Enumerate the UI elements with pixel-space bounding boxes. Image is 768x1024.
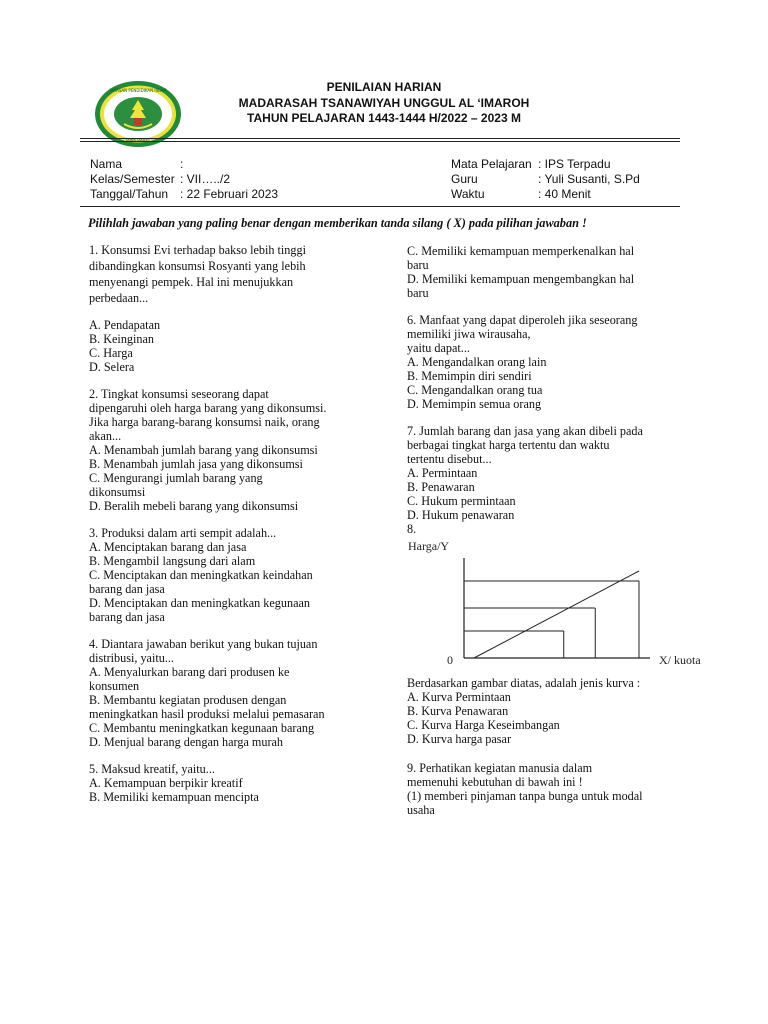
class-value: : VII…../2: [180, 172, 231, 186]
question-text: Berdasarkan gambar diatas, adalah jenis kurva :: [407, 676, 641, 690]
option-c[interactable]: C. Mengurangi jumlah barang yang: [89, 471, 263, 485]
teacher-value: : Yuli Susanti, S.Pd: [538, 172, 640, 186]
time-label: Waktu: [451, 187, 485, 201]
supply-curve-graph: [405, 540, 725, 670]
option-b[interactable]: B. Menambah jumlah jasa yang dikonsumsi: [89, 457, 303, 471]
option-b[interactable]: B. Memimpin diri sendiri: [407, 369, 532, 383]
question-text: 4. Diantara jawaban berikut yang bukan tujuan: [89, 637, 318, 651]
option-a[interactable]: A. Permintaan: [407, 466, 478, 480]
question-text: Jika harga barang-barang konsumsi naik, orang: [89, 415, 320, 429]
svg-text:JAWA BARAT: JAWA BARAT: [125, 138, 151, 143]
question-text: distribusi, yaitu...: [89, 651, 174, 665]
svg-text:YAYASAN PENDIDIKAN ISLAM: YAYASAN PENDIDIKAN ISLAM: [109, 88, 167, 93]
option-b[interactable]: B. Kurva Penawaran: [407, 704, 509, 718]
option-a[interactable]: A. Menyalurkan barang dari produsen ke: [89, 665, 290, 679]
instruction: Pilihlah jawaban yang paling benar dengan memberikan tanda silang ( X) pada pilihan jawaban !: [88, 216, 587, 230]
info-left: [90, 157, 278, 202]
question-text: dipengaruhi oleh harga barang yang dikonsumsi.: [89, 401, 327, 415]
guide-lines: [464, 581, 639, 658]
question-1-options: [89, 318, 374, 374]
option-c-cont[interactable]: dikonsumsi: [89, 485, 146, 499]
right-column-lower: [407, 676, 697, 830]
name-value: :: [180, 157, 184, 171]
question-text: 3. Produksi dalam arti sempit adalah...: [89, 526, 277, 540]
question-text: berbagai tingkat harga tertentu dan waktu: [407, 438, 610, 452]
option-d[interactable]: D. Memimpin semua orang: [407, 397, 542, 411]
option-c-cont[interactable]: baru: [407, 258, 429, 272]
date-value: : 22 Februari 2023: [180, 187, 279, 201]
option-a[interactable]: A. Kemampuan berpikir kreatif: [89, 776, 243, 790]
question-text: 1. Konsumsi Evi terhadap bakso lebih tinggi: [89, 243, 306, 257]
date-label: Tanggal/Tahun: [90, 187, 169, 201]
info-rule: [80, 206, 680, 207]
question-text: perbedaan...: [89, 291, 149, 305]
option-d[interactable]: D. Selera: [89, 360, 135, 374]
option-c[interactable]: C. Kurva Harga Keseimbangan: [407, 718, 560, 732]
question-5-continued: [407, 244, 697, 300]
name-label: Nama: [90, 157, 123, 171]
subject-label: Mata Pelajaran: [451, 157, 532, 171]
option-c[interactable]: C. Harga: [89, 346, 133, 360]
question-text: 6. Manfaat yang dapat diperoleh jika seseorang: [407, 313, 638, 327]
header-rule-top-2: [80, 141, 680, 142]
question-text: (1) memberi pinjaman tanpa bunga untuk modal: [407, 789, 643, 803]
option-b[interactable]: B. Mengambil langsung dari alam: [89, 554, 256, 568]
question-1: [89, 242, 374, 306]
academic-year: TAHUN PELAJARAN 1443-1444 H/2022 – 2023 M: [247, 111, 521, 125]
option-c[interactable]: C. Memiliki kemampuan memperkenalkan hal: [407, 244, 635, 258]
option-c[interactable]: C. Hukum permintaan: [407, 494, 516, 508]
teacher-label: Guru: [451, 172, 478, 186]
question-text: yaitu dapat...: [407, 341, 470, 355]
option-b-cont[interactable]: meningkatkan hasil produksi melalui pemasaran: [89, 707, 325, 721]
option-d[interactable]: D. Beralih mebeli barang yang dikonsumsi: [89, 499, 299, 513]
option-b[interactable]: B. Membantu kegiatan produsen dengan: [89, 693, 287, 707]
origin-label: 0: [447, 653, 453, 667]
question-2: [89, 387, 374, 513]
option-d[interactable]: D. Kurva harga pasar: [407, 732, 512, 746]
question-3: [89, 526, 374, 624]
option-c[interactable]: C. Menciptakan dan meningkatkan keindahan: [89, 568, 313, 582]
option-d[interactable]: D. Menciptakan dan meningkatkan kegunaan: [89, 596, 310, 610]
option-a[interactable]: A. Menambah jumlah barang yang dikonsumsi: [89, 443, 318, 457]
option-c-cont[interactable]: barang dan jasa: [89, 582, 165, 596]
question-text: menyenangi pempek. Hal ini menujukkan: [89, 275, 294, 289]
option-a[interactable]: A. Mengandalkan orang lain: [407, 355, 547, 369]
class-label: Kelas/Semester: [90, 172, 175, 186]
y-axis-label: Harga/Y: [408, 540, 450, 553]
option-a-cont[interactable]: konsumen: [89, 679, 140, 693]
info-right: [451, 157, 640, 202]
option-c[interactable]: C. Mengandalkan orang tua: [407, 383, 543, 397]
question-text: 9. Perhatikan kegiatan manusia dalam: [407, 761, 593, 775]
subject-value: : IPS Terpadu: [538, 157, 611, 171]
option-d[interactable]: D. Menjual barang dengan harga murah: [89, 735, 284, 749]
question-8-number: 8.: [407, 522, 417, 536]
exam-title: PENILAIAN HARIAN: [326, 80, 442, 94]
option-a[interactable]: A. Kurva Permintaan: [407, 690, 511, 704]
question-text: 5. Maksud kreatif, yaitu...: [89, 762, 215, 776]
option-d[interactable]: D. Memiliki kemampuan mengembangkan hal: [407, 272, 635, 286]
question-4: [89, 637, 374, 749]
question-text: 7. Jumlah barang dan jasa yang akan dibeli pada: [407, 424, 643, 438]
question-text: usaha: [407, 803, 435, 817]
question-5: [89, 762, 374, 804]
question-text: memenuhi kebutuhan di bawah ini !: [407, 775, 583, 789]
question-8: [407, 676, 697, 746]
question-text: akan...: [89, 429, 122, 443]
option-c[interactable]: C. Membantu meningkatkan kegunaan barang: [89, 721, 315, 735]
option-d[interactable]: D. Hukum penawaran: [407, 508, 515, 522]
question-7: [407, 424, 697, 536]
option-d-cont[interactable]: barang dan jasa: [89, 610, 165, 624]
time-value: : 40 Menit: [538, 187, 591, 201]
option-b[interactable]: B. Penawaran: [407, 480, 475, 494]
question-text: dibandingkan konsumsi Rosyanti yang lebih: [89, 259, 306, 273]
option-a[interactable]: A. Menciptakan barang dan jasa: [89, 540, 247, 554]
left-column: [89, 242, 374, 817]
question-text: memiliki jiwa wirausaha,: [407, 327, 531, 341]
option-b[interactable]: B. Keinginan: [89, 332, 154, 346]
question-9: [407, 761, 697, 817]
question-text: tertentu disebut...: [407, 452, 492, 466]
school-name: MADARASAH TSANAWIYAH UNGGUL AL ‘IMAROH: [238, 96, 530, 110]
question-6: [407, 313, 697, 411]
option-b[interactable]: B. Memiliki kemampuan mencipta: [89, 790, 259, 804]
supply-curve-line: [474, 571, 639, 658]
option-d-cont[interactable]: baru: [407, 286, 429, 300]
header-rule-top: [80, 138, 680, 139]
x-axis-label: X/ kuota: [659, 653, 701, 667]
option-a[interactable]: A. Pendapatan: [89, 318, 161, 332]
question-text: 2. Tingkat konsumsi seseorang dapat: [89, 387, 269, 401]
right-column: [407, 244, 697, 536]
